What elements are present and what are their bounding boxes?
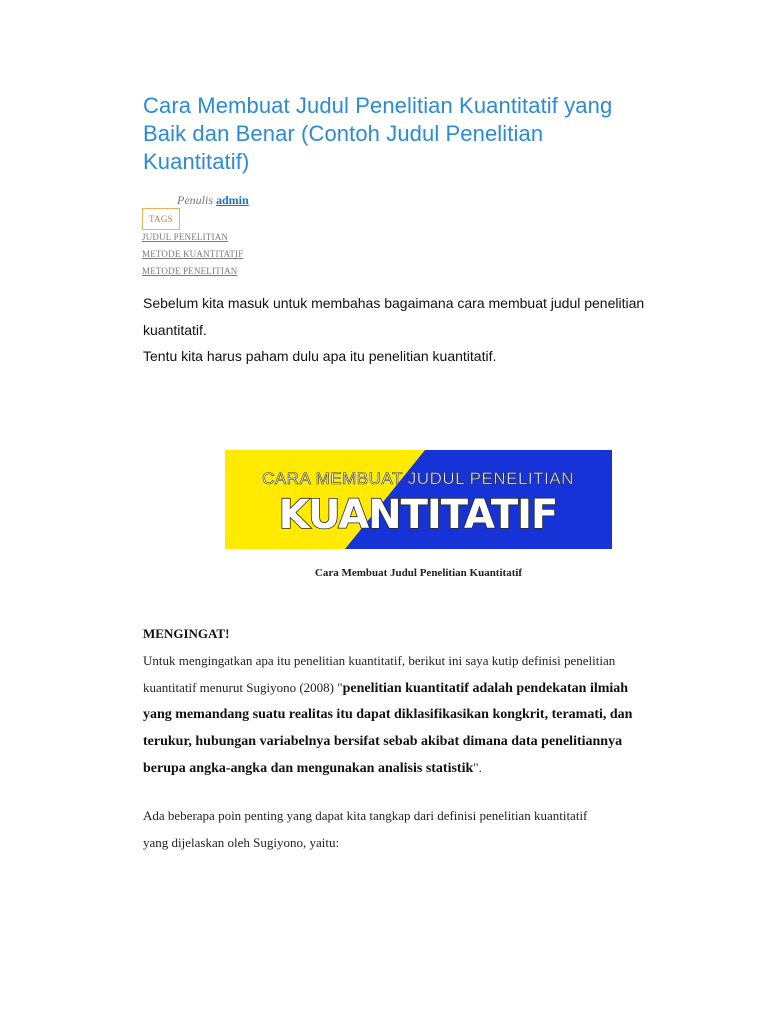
banner-top-text: CARA MEMBUAT JUDUL PENELITIAN — [262, 469, 574, 488]
title-line: Kuantitatif) — [143, 149, 250, 174]
tag-link-judul-penelitian[interactable]: JUDUL PENELITIAN — [142, 232, 229, 242]
title-line: Cara Membuat Judul Penelitian Kuantitatif yang — [143, 93, 613, 118]
article-title — [143, 92, 703, 176]
author-byline — [177, 193, 249, 208]
para-text: ". — [473, 760, 482, 775]
points-intro-paragraph — [143, 803, 703, 856]
intro-line: Tentu kita harus paham dulu apa itu penelitian kuantitatif. — [143, 348, 497, 364]
image-caption: Cara Membuat Judul Penelitian Kuantitatif — [314, 567, 523, 579]
quote-bold-text: berupa angka-angka dan mengunakan analisis statistik — [143, 761, 474, 776]
intro-line: Sebelum kita masuk untuk membahas bagaimana cara membuat judul penelitian — [143, 295, 645, 311]
banner-main-text: KUANTITATIF — [278, 492, 558, 538]
para-text: kuantitatif menurut Sugiyono (2008) " — [143, 679, 343, 695]
para-line — [143, 755, 703, 783]
quote-bold-text: penelitian kuantitatif adalah pendekatan ilmiah — [342, 680, 629, 696]
title-line: Baik dan Benar (Contoh Judul Penelitian — [143, 121, 544, 146]
para-line: Untuk mengingatkan apa itu penelitian kuantitatif, berikut ini saya kutip definisi penelitian — [143, 653, 616, 668]
tag-link-metode-penelitian[interactable]: METODE PENELITIAN — [142, 266, 238, 276]
para-line — [143, 675, 703, 703]
tag-link-metode-kuantitatif[interactable]: METODE KUANTITATIF — [142, 249, 244, 259]
author-link[interactable]: admin — [216, 193, 249, 207]
section-heading: MENGINGAT! — [143, 626, 230, 641]
banner-image — [225, 450, 612, 549]
intro-line: kuantitatif. — [143, 321, 207, 338]
definition-paragraph — [143, 648, 703, 783]
para-line: Ada beberapa poin penting yang dapat kita tangkap dari definisi penelitian kuantitatif — [143, 808, 588, 823]
author-label: Penulis — [177, 193, 213, 207]
tags-label: TAGS — [142, 208, 180, 230]
intro-paragraph — [143, 290, 703, 370]
quote-bold-line: yang memandang suatu realitas itu dapat diklasifikasikan kongkrit, teramati, dan — [143, 707, 633, 722]
quote-bold-line: terukur, hubungan variabelnya bersifat sebab akibat dimana data penelitiannya — [143, 733, 623, 749]
para-line: yang dijelaskan oleh Sugiyono, yaitu: — [143, 834, 340, 850]
